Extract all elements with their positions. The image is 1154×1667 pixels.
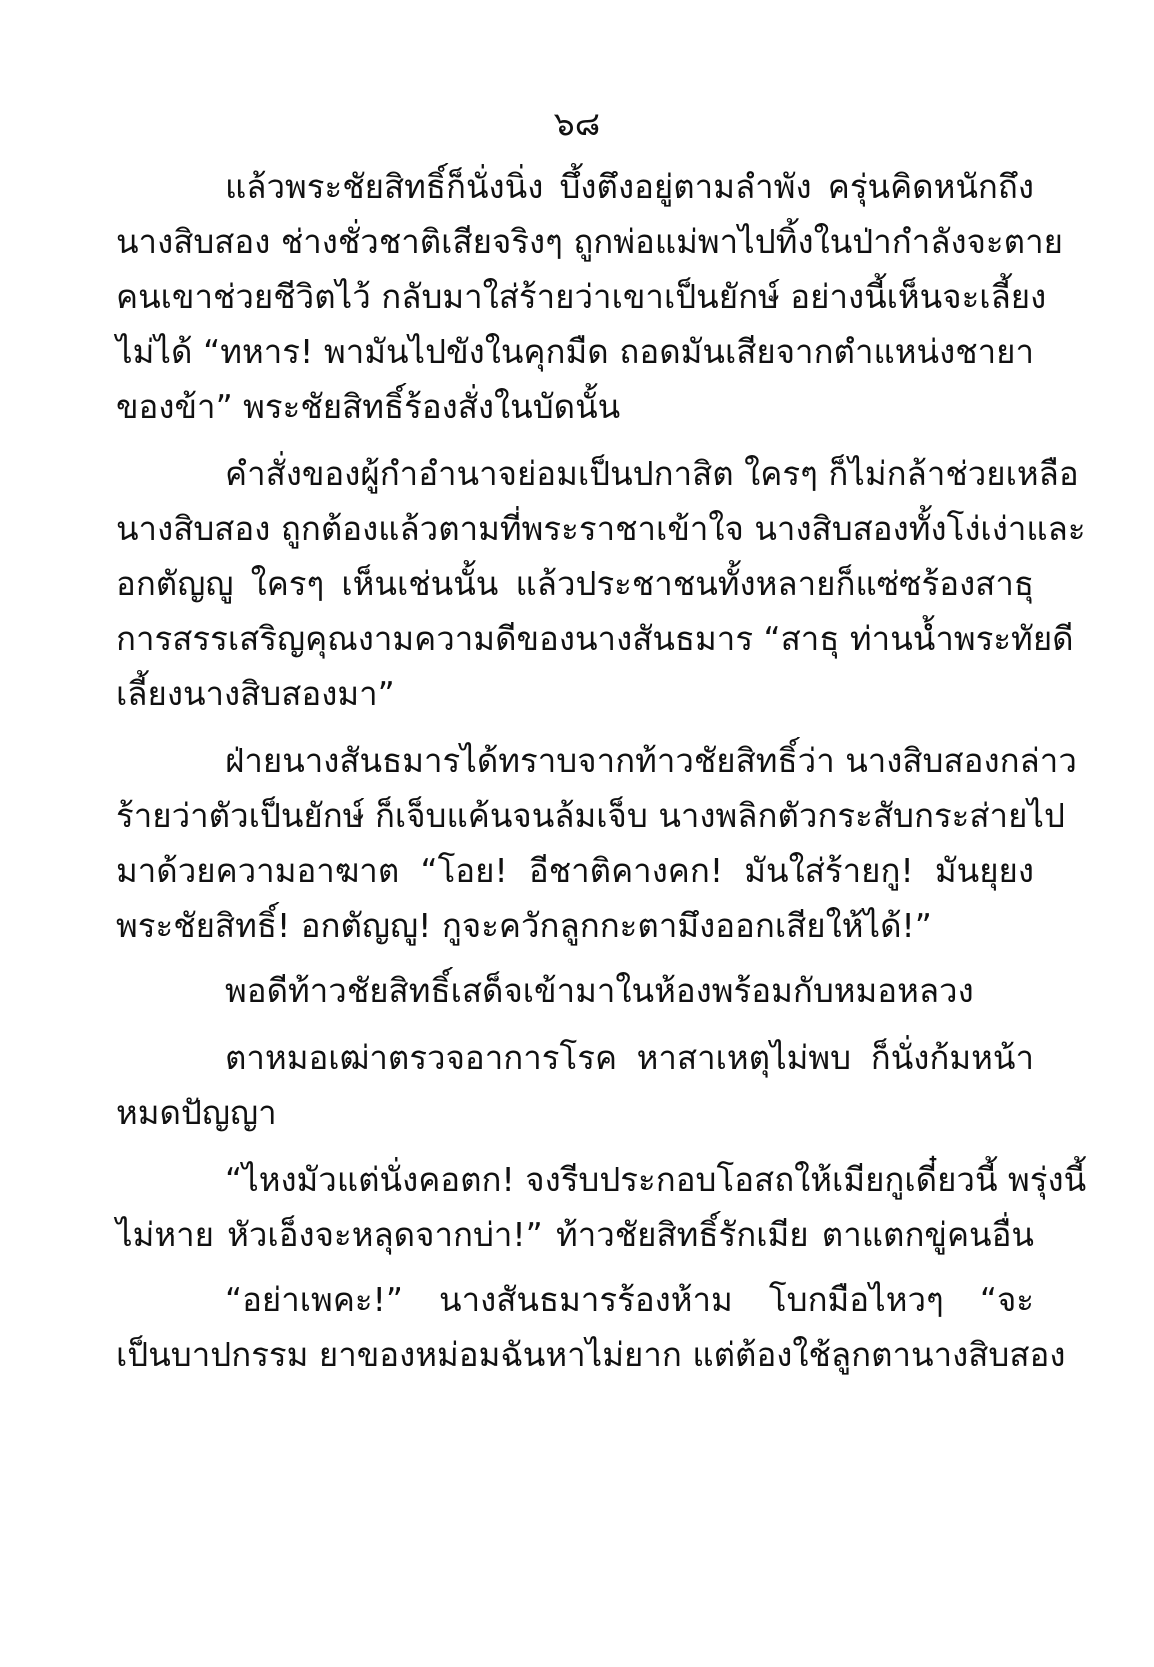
text-line: ตาหมอเฒ่าตรวจอาการโรค หาสาเหตุไม่พบ ก็นั่งก้มหน้า — [225, 1038, 1034, 1077]
text-line: มาด้วยความอาฆาต “โอย! อีชาติคางคก! มันใส่ร้ายกู! มันยุยง — [116, 851, 1034, 890]
text-line: ร้ายว่าตัวเป็นยักษ์ ก็เจ็บแค้นจนล้มเจ็บ นางพลิกตัวกระสับกระส่ายไป — [116, 796, 1065, 835]
text-line: การสรรเสริญคุณงามความดีของนางสันธมาร “สาธุ ท่านน้ำพระทัยดี — [116, 619, 1074, 658]
text-line: ฝ่ายนางสันธมารได้ทราบจากท้าวชัยสิทธิ์ว่า นางสิบสองกล่าว — [225, 741, 1077, 780]
text-line: เลี้ยงนางสิบสองมา” — [116, 674, 395, 713]
text-line: “อย่าเพคะ!” นางสันธมารร้องห้าม โบกมือไหวๆ “จะ — [225, 1280, 1034, 1319]
text-line: นางสิบสอง ช่างชั่วชาติเสียจริงๆ ถูกพ่อแม่พาไปทิ้งในป่ากำลังจะตาย — [116, 222, 1063, 261]
text-line: นางสิบสอง ถูกต้องแล้วตามที่พระราชาเข้าใจ นางสิบสองทั้งโง่เง่าและ — [116, 509, 1086, 548]
text-line: ของข้า” พระชัยสิทธิ์ร้องสั่งในบัดนั้น — [116, 387, 621, 426]
text-line: คำสั่งของผู้กำอำนาจย่อมเป็นปกาสิต ใครๆ ก็ไม่กล้าช่วยเหลือ — [225, 454, 1079, 493]
text-line: แล้วพระชัยสิทธิ์ก็นั่งนิ่ง บึ้งตึงอยู่ตามลำพัง ครุ่นคิดหนักถึง — [225, 167, 1034, 206]
text-line: หมดปัญญา — [116, 1093, 277, 1132]
text-line: คนเขาช่วยชีวิตไว้ กลับมาใส่ร้ายว่าเขาเป็นยักษ์ อย่างนี้เห็นจะเลี้ยง — [116, 277, 1047, 316]
text-line: “ไหงมัวแต่นั่งคอตก! จงรีบประกอบโอสถให้เมียกูเดี๋ยวนี้ พรุ่งนี้ — [225, 1160, 1087, 1199]
text-line: ไม่ได้ “ทหาร! พามันไปขังในคุกมืด ถอดมันเสียจากตำแหน่งชายา — [116, 332, 1034, 371]
text-line: อกตัญญู ใครๆ เห็นเช่นนั้น แล้วประชาชนทั้งหลายก็แซ่ซร้องสาธุ — [116, 564, 1034, 603]
text-line: พอดีท้าวชัยสิทธิ์เสด็จเข้ามาในห้องพร้อมกับหมอหลวง — [225, 971, 974, 1010]
text-line: ไม่หาย หัวเอ็งจะหลุดจากบ่า!” ท้าวชัยสิทธิ์รักเมีย ตาแตกขู่คนอื่น — [116, 1215, 1034, 1254]
text-line: เป็นบาปกรรม ยาของหม่อมฉันหาไม่ยาก แต่ต้องใช้ลูกตานางสิบสอง — [116, 1335, 1066, 1374]
text-line: พระชัยสิทธิ์! อกตัญญู! กูจะควักลูกกะตามึงออกเสียให้ได้!” — [116, 906, 932, 945]
page-number: ๖๘ — [553, 104, 601, 143]
